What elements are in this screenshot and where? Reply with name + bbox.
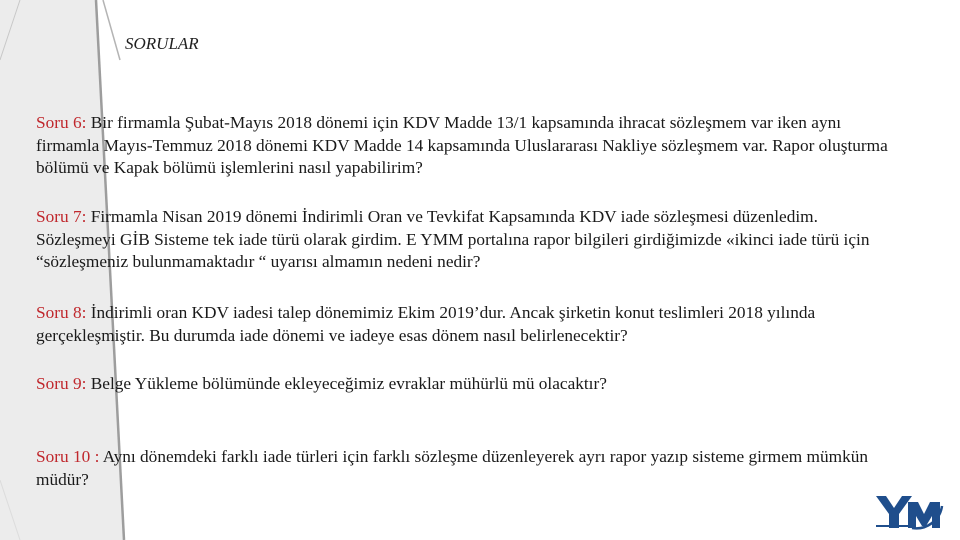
question-text: İndirimli oran KDV iadesi talep dönemimiz Ekim 2019’dur. Ancak şirketin konut teslimleri 2018 yılında gerçekleşmiştir. Bu durumda iade dönemi ve iadeye esas dönem nasıl belirlenecektir?	[36, 303, 816, 345]
question-8	[36, 302, 896, 347]
question-label: Soru 10 :	[36, 447, 100, 466]
question-text: Aynı dönemdeki farklı iade türleri için farklı sözleşme düzenleyerek ayrı rapor yazıp sisteme girmem mümkün müdür?	[36, 447, 868, 489]
question-7	[36, 206, 896, 274]
question-9	[36, 373, 896, 396]
question-6	[36, 112, 896, 180]
slide-title: SORULAR	[125, 34, 199, 53]
question-label: Soru 8:	[36, 303, 87, 322]
question-text: Bir firmamla Şubat-Mayıs 2018 dönemi için KDV Madde 13/1 kapsamında ihracat sözleşmem var iken aynı firmamla Mayıs-Temmuz 2018 dönemi KDV Madde 14 kapsamında Uluslararası Nakliye sözleşmem var. Rapor oluşturma bölümü ve Kapak bölümü işlemlerini nasıl yapabilirim?	[36, 113, 888, 177]
question-text: Belge Yükleme bölümünde ekleyeceğimiz evraklar mühürlü mü olacaktır?	[86, 374, 607, 393]
question-label: Soru 6:	[36, 113, 87, 132]
question-text: Firmamla Nisan 2019 dönemi İndirimli Oran ve Tevkifat Kapsamında KDV iade sözleşmesi düzenledim. Sözleşmeyi GİB Sisteme tek iade türü olarak girdim. E YMM portalına rapor bilgileri girdiğimizde «ikinci iade türü için “sözleşmeniz bulunmamaktadır “ uyarısı almamın nedeni nedir?	[36, 207, 870, 271]
question-10	[36, 446, 896, 491]
ymm-logo	[872, 492, 946, 532]
question-label: Soru 9:	[36, 374, 87, 393]
question-label: Soru 7:	[36, 207, 87, 226]
